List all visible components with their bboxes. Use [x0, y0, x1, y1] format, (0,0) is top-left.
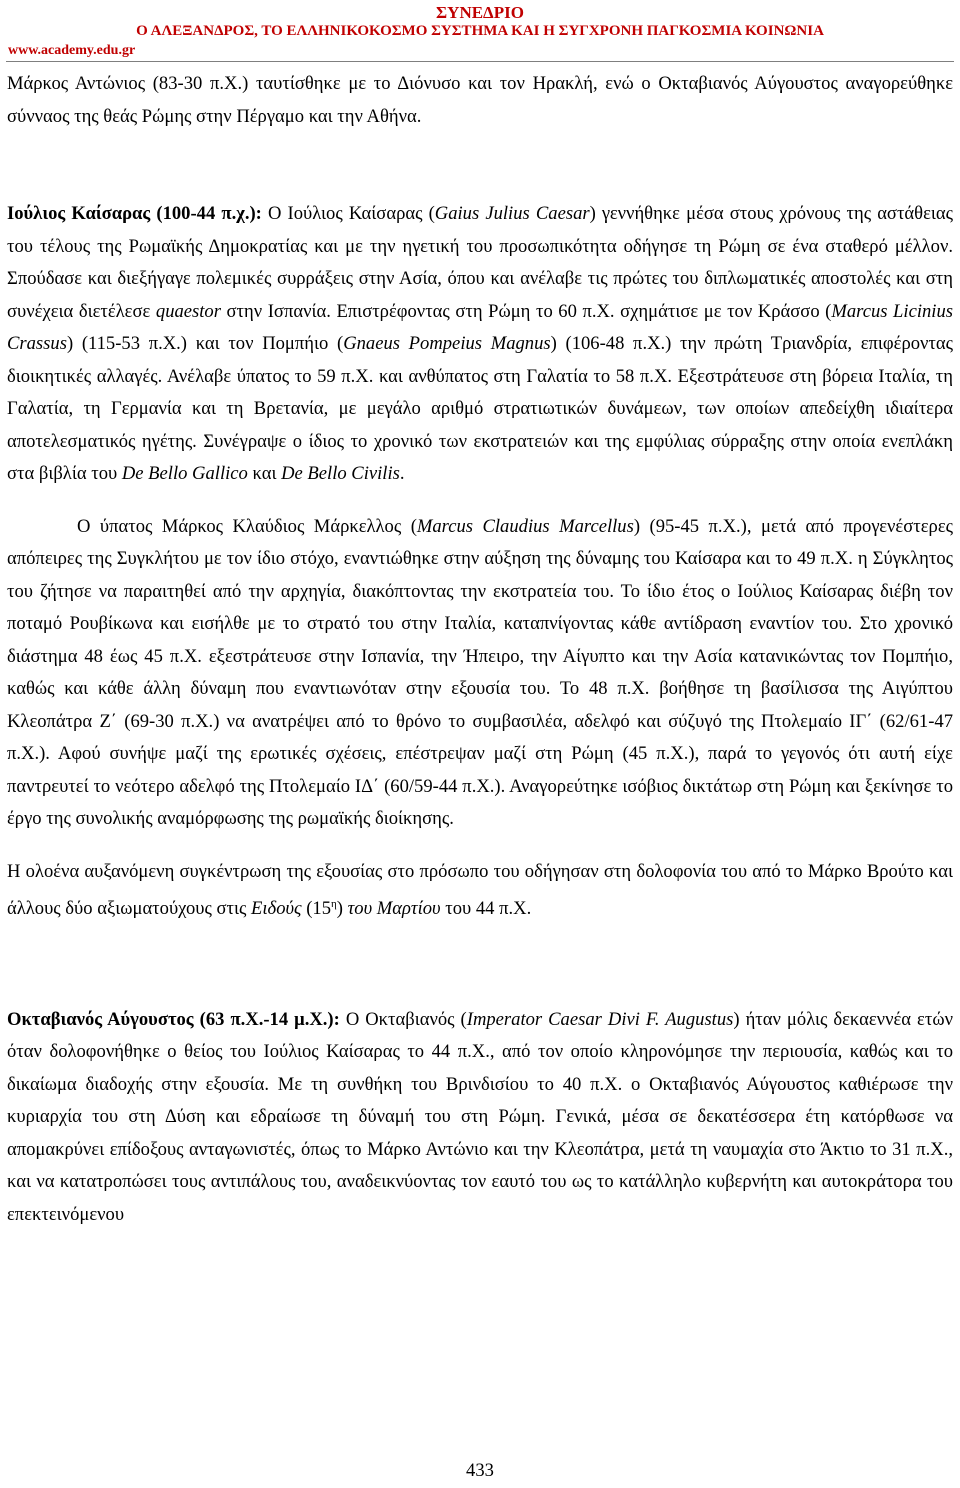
- paragraph-marcellus: Ο ύπατος Μάρκος Κλαύδιος Μάρκελλος (Marcus Claudius Marcellus) (95-45 π.Χ.), μετά από προγενέστερες απόπειρες της Συγκλήτου με τον ίδιο στόχο, εναντιώθηκε στην αύξηση της δύναμης του Καίσαρα και το 49 π.Χ. η Σύγκλητος του ζήτησε να παραιτηθεί από την αρχηγία, διακόπτοντας την εκστρατεία του. Το ίδιο έτος ο Ιούλιος Καίσαρας διέβη τον ποταμό Ρουβίκωνα και εισήλθε με το στρατό του στην Ιταλία, καταπνίγοντας κάθε αντίδραση εναντίον του. Στο χρονικό διάστημα 48 έως 45 π.Χ. εξεστράτευσε στην Ισπανία, την Ήπειρο, την Αίγυπτο και την Ασία κατανικώντας τον Πομπήιο, καθώς και κάθε άλλη δύναμη που εναντιωνόταν στην εξουσία του. Το 48 π.Χ. βοήθησε τη βασίλισσα της Αιγύπτου Κλεοπάτρα Ζ΄ (69-30 π.Χ.) να ανατρέψει από το θρόνο το συμβασιλέα, αδελφό και σύζυγό της Πτολεμαίο ΙΓ΄ (62/61-47 π.Χ.). Αφού συνήψε μαζί της ερωτικές σχέσεις, επέστρεψαν μαζί στη Ρώμη (45 π.Χ.), παρά το γεγονός ότι αυτή είχε παντρευτεί το νεότερο αδελφό της Πτολεμαίο ΙΔ΄ (60/59-44 π.Χ.). Αναγορεύτηκε ισόβιος δικτάτωρ στη Ρώμη και ξεκίνησε το έργο της συνολικής αναμόρφωσης της ρωμαϊκής διοίκησης.: [7, 515, 953, 829]
- website-link[interactable]: www.academy.edu.gr: [8, 43, 136, 58]
- page-number: 433: [466, 1460, 494, 1481]
- paragraph-julius-caesar: Ιούλιος Καίσαρας (100-44 π.χ.): Ο Ιούλιος Καίσαρας (Gaius Julius Caesar) γεννήθηκε μέσα στους χρόνους της αστάθειας του τέλους της Ρωμαϊκής Δημοκρατίας και με την ηγετική του προσωπικότητα οδήγησε τη Ρώμη σε ένα σταθερό μέλλον. Σπούδασε και διεξήγαγε πολεμικές συρράξεις στην Ασία, όπου και ανέλαβε τις πρώτες του διπλωματικές αποστολές και στη συνέχεια διετέλεσε quaestor στην Ισπανία. Επιστρέφοντας στη Ρώμη το 60 π.Χ. σχημάτισε με τον Κράσσο (Marcus Licinius Crassus) (115-53 π.Χ.) και τον Πομπήιο (Gnaeus Pompeius Magnus) (106-48 π.Χ.) την πρώτη Τριανδρία, επιφέροντας διοικητικές αλλαγές. Ανέλαβε ύπατος το 59 π.Χ. και ανθύπατος στη Γαλατία το 58 π.Χ. Εξεστράτευσε στη βόρεια Ιταλία, τη Γαλατία, τη Γερμανία και τη Βρετανία, με μεγάλο αριθμό στρατιωτικών δυνάμεων, των οποίων απεδείχθη ιδιαίτερα αποτελεσματικός ηγέτης. Συνέγραψε ο ίδιος το χρονικό των εκστρατειών και της εμφύλιας σύρραξης στην οποία ενεπλάκη στα βιβλία του De Bello Gallico και De Bello Civilis.: [7, 203, 953, 484]
- paragraph-text: Μάρκος Αντώνιος (83-30 π.Χ.) ταυτίσθηκε με το Διόνυσο και τον Ηρακλή, ενώ ο Οκταβιανός Αύγουστος αναγορεύθηκε σύνναος της θεάς Ρώμης στην Πέργαμο και την Αθήνα.: [7, 73, 953, 127]
- conference-title: ΣΥΝΕΔΡΙΟ: [436, 3, 524, 22]
- section-heading: Οκταβιανός Αύγουστος (63 π.Χ.-14 μ.Χ.):: [7, 1008, 340, 1030]
- spacer: [7, 926, 953, 1004]
- paragraph-intro: [7, 68, 953, 133]
- page-header: [0, 0, 960, 58]
- section-heading: Ιούλιος Καίσαρας (100-44 π.χ.):: [7, 203, 262, 224]
- spacer: [7, 836, 953, 856]
- spacer: [7, 491, 953, 511]
- spacer: [7, 133, 953, 198]
- paragraph-assassination: Η ολοένα αυξανόμενη συγκέντρωση της εξουσίας στο πρόσωπο του οδήγησαν στη δολοφονία του από το Μάρκο Βρούτο και άλλους δύο αξιωματούχους στις Ειδούς $(15^\eta)$ του Μαρτίου του 44 π.Χ.: [7, 860, 953, 920]
- header-divider: [6, 61, 954, 62]
- conference-subtitle: Ο ΑΛΕΞΑΝΔΡΟΣ, ΤΟ ΕΛΛΗΝΙΚΟΚΟΣΜΟ ΣΥΣΤΗΜΑ ΚΑΙ Η ΣΥΓΧΡΟΝΗ ΠΑΓΚΟΣΜΙΑ ΚΟΙΝΩΝΙΑ: [136, 23, 824, 39]
- document-body: [7, 68, 953, 1231]
- paragraph-octavian: Οκταβιανός Αύγουστος (63 π.Χ.-14 μ.Χ.): Ο Οκταβιανός (Imperator Caesar Divi F. Augustus) ήταν μόλις δεκαεννέα ετών όταν δολοφονήθηκε ο θείος του Ιούλιος Καίσαρας το 44 π.Χ., από τον οποίο κληρονόμησε την περιουσία, καθώς και το δικαίωμα διαδοχής στην εξουσία. Με τη συνθήκη του Βρινδισίου το 40 π.Χ. ο Οκταβιανός Αύγουστος καθιέρωσε την κυριαρχία του στη Δύση και εδραίωσε τη δύναμή του στη Ρώμη. Γενικά, μέσα σε δεκατέσσερα έτη κατόρθωσε να απομακρύνει επίδοξους ανταγωνιστές, όπως το Μάρκο Αντώνιο και την Κλεοπάτρα, μετά τη ναυμαχία στο Άκτιο το 31 π.Χ., και να κατατροπώσει τους αντιπάλους του, αναδεικνύοντας τον εαυτό του ως το κατάλληλο κυβερνήτη και αυτοκράτορα του επεκτεινόμενου: [7, 1008, 953, 1225]
